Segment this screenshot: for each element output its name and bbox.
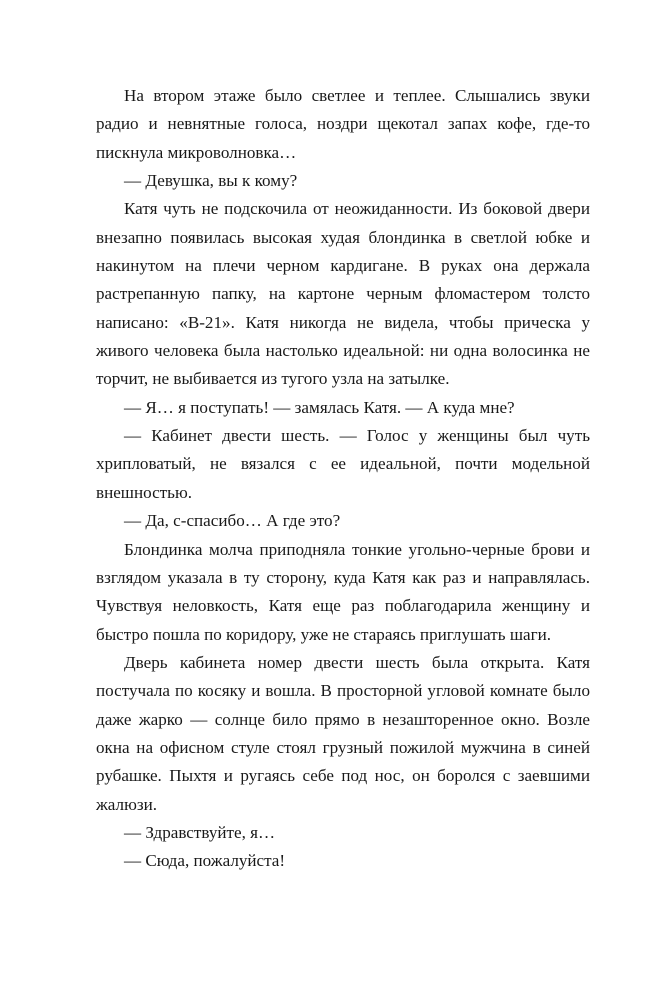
paragraph: Блондинка молча приподняла тонкие угольно-черные брови и взглядом указала в ту сторону, куда Катя как раз и направлялась. Чувствуя неловкость, Катя еще раз поблагодарила женщину и быстро пошла по коридору, уже не стараясь приглушать шаги. [96, 539, 590, 644]
page-body-text [96, 82, 590, 876]
dialogue-line: — Я… я поступать! — замялась Катя. — А куда мне? [124, 397, 515, 417]
dialogue-line: — Кабинет двести шесть. — Голос у женщины был чуть хрипловатый, не вязался с ее идеальной, почти модельной внешностью. [96, 426, 590, 502]
dialogue-line: — Да, с-спасибо… А где это? [124, 511, 341, 531]
dialogue-line: — Здравствуйте, я… [124, 822, 276, 842]
paragraph: На втором этаже было светлее и теплее. Слышались звуки радио и невнятные голоса, ноздри щекотал запах кофе, где-то пискнула микроволновка… [96, 86, 590, 162]
dialogue-line: — Сюда, пожалуйста! [124, 851, 286, 871]
paragraph: Дверь кабинета номер двести шесть была открыта. Катя постучала по косяку и вошла. В просторной угловой комнате было даже жарко — солнце било прямо в незашторенное окно. Возле окна на офисном стуле стоял грузный пожилой мужчина в синей рубашке. Пыхтя и ругаясь себе под нос, он боролся с заевшими жалюзи. [96, 652, 590, 814]
paragraph: Катя чуть не подскочила от неожиданности. Из боковой двери внезапно появилась высокая худая блондинка в светлой юбке и накинутом на плечи черном кардигане. В руках она держала растрепанную папку, на картоне черным фломастером толсто написано: «В-21». Катя никогда не видела, чтобы прическа у живого человека была настолько идеальной: ни одна волосинка не торчит, не выбивается из тугого узла на затылке. [96, 199, 590, 389]
dialogue-line: — Девушка, вы к кому? [124, 171, 298, 191]
